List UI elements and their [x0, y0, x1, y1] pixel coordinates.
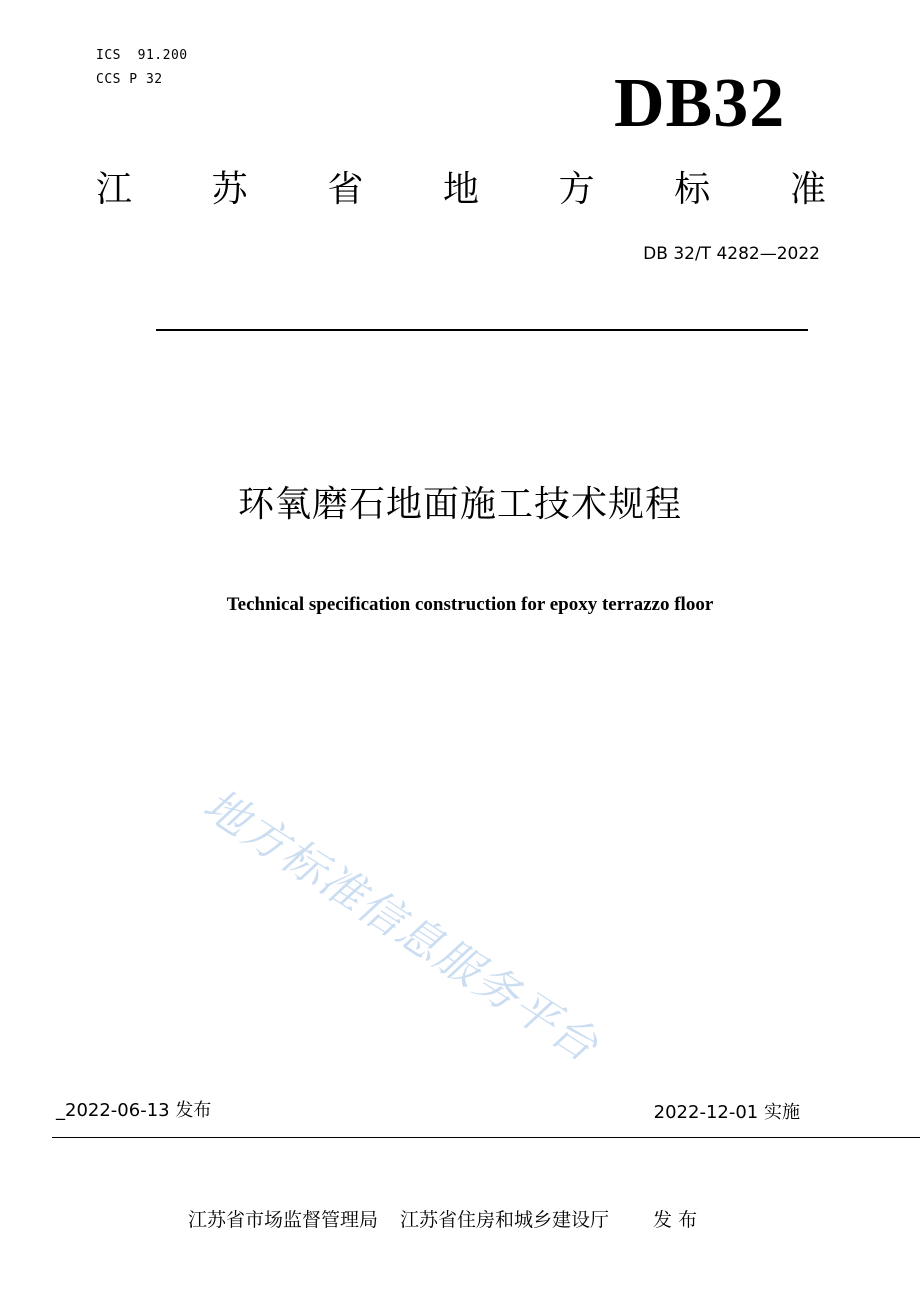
ccs-code: CCS P 32 [96, 72, 163, 87]
standard-type-char: 准 [789, 169, 826, 210]
publisher-org-2: 江苏省住房和城乡建设厅 [400, 1209, 610, 1231]
header-divider [156, 329, 808, 331]
standard-number: DB 32/T 4282—2022 [643, 244, 820, 264]
standard-type-char: 江 [96, 169, 133, 210]
publish-date: _2022-06-13 发布 [56, 1100, 212, 1121]
ics-code: ICS 91.200 [96, 48, 188, 63]
standard-type-char: 方 [558, 169, 595, 210]
publisher-line [188, 1206, 697, 1234]
db-logo: DB32 [614, 65, 786, 142]
standard-type-char: 苏 [211, 169, 248, 210]
standard-type-char: 省 [327, 169, 364, 210]
footer-divider [52, 1137, 920, 1138]
title-english: Technical specification construction for epoxy terrazzo floor [226, 594, 714, 615]
standard-type-heading [96, 166, 826, 214]
classification-codes [96, 44, 188, 92]
standard-type-char: 地 [442, 169, 479, 210]
implement-date: 2022-12-01 实施 [653, 1102, 800, 1123]
title-chinese: 环氧磨石地面施工技术规程 [237, 484, 682, 525]
watermark: 地方标准信息服务平台 [194, 779, 608, 1073]
publish-action: 发 布 [653, 1209, 698, 1231]
standard-type-char: 标 [674, 169, 711, 210]
publisher-org-1: 江苏省市场监督管理局 [188, 1209, 379, 1231]
